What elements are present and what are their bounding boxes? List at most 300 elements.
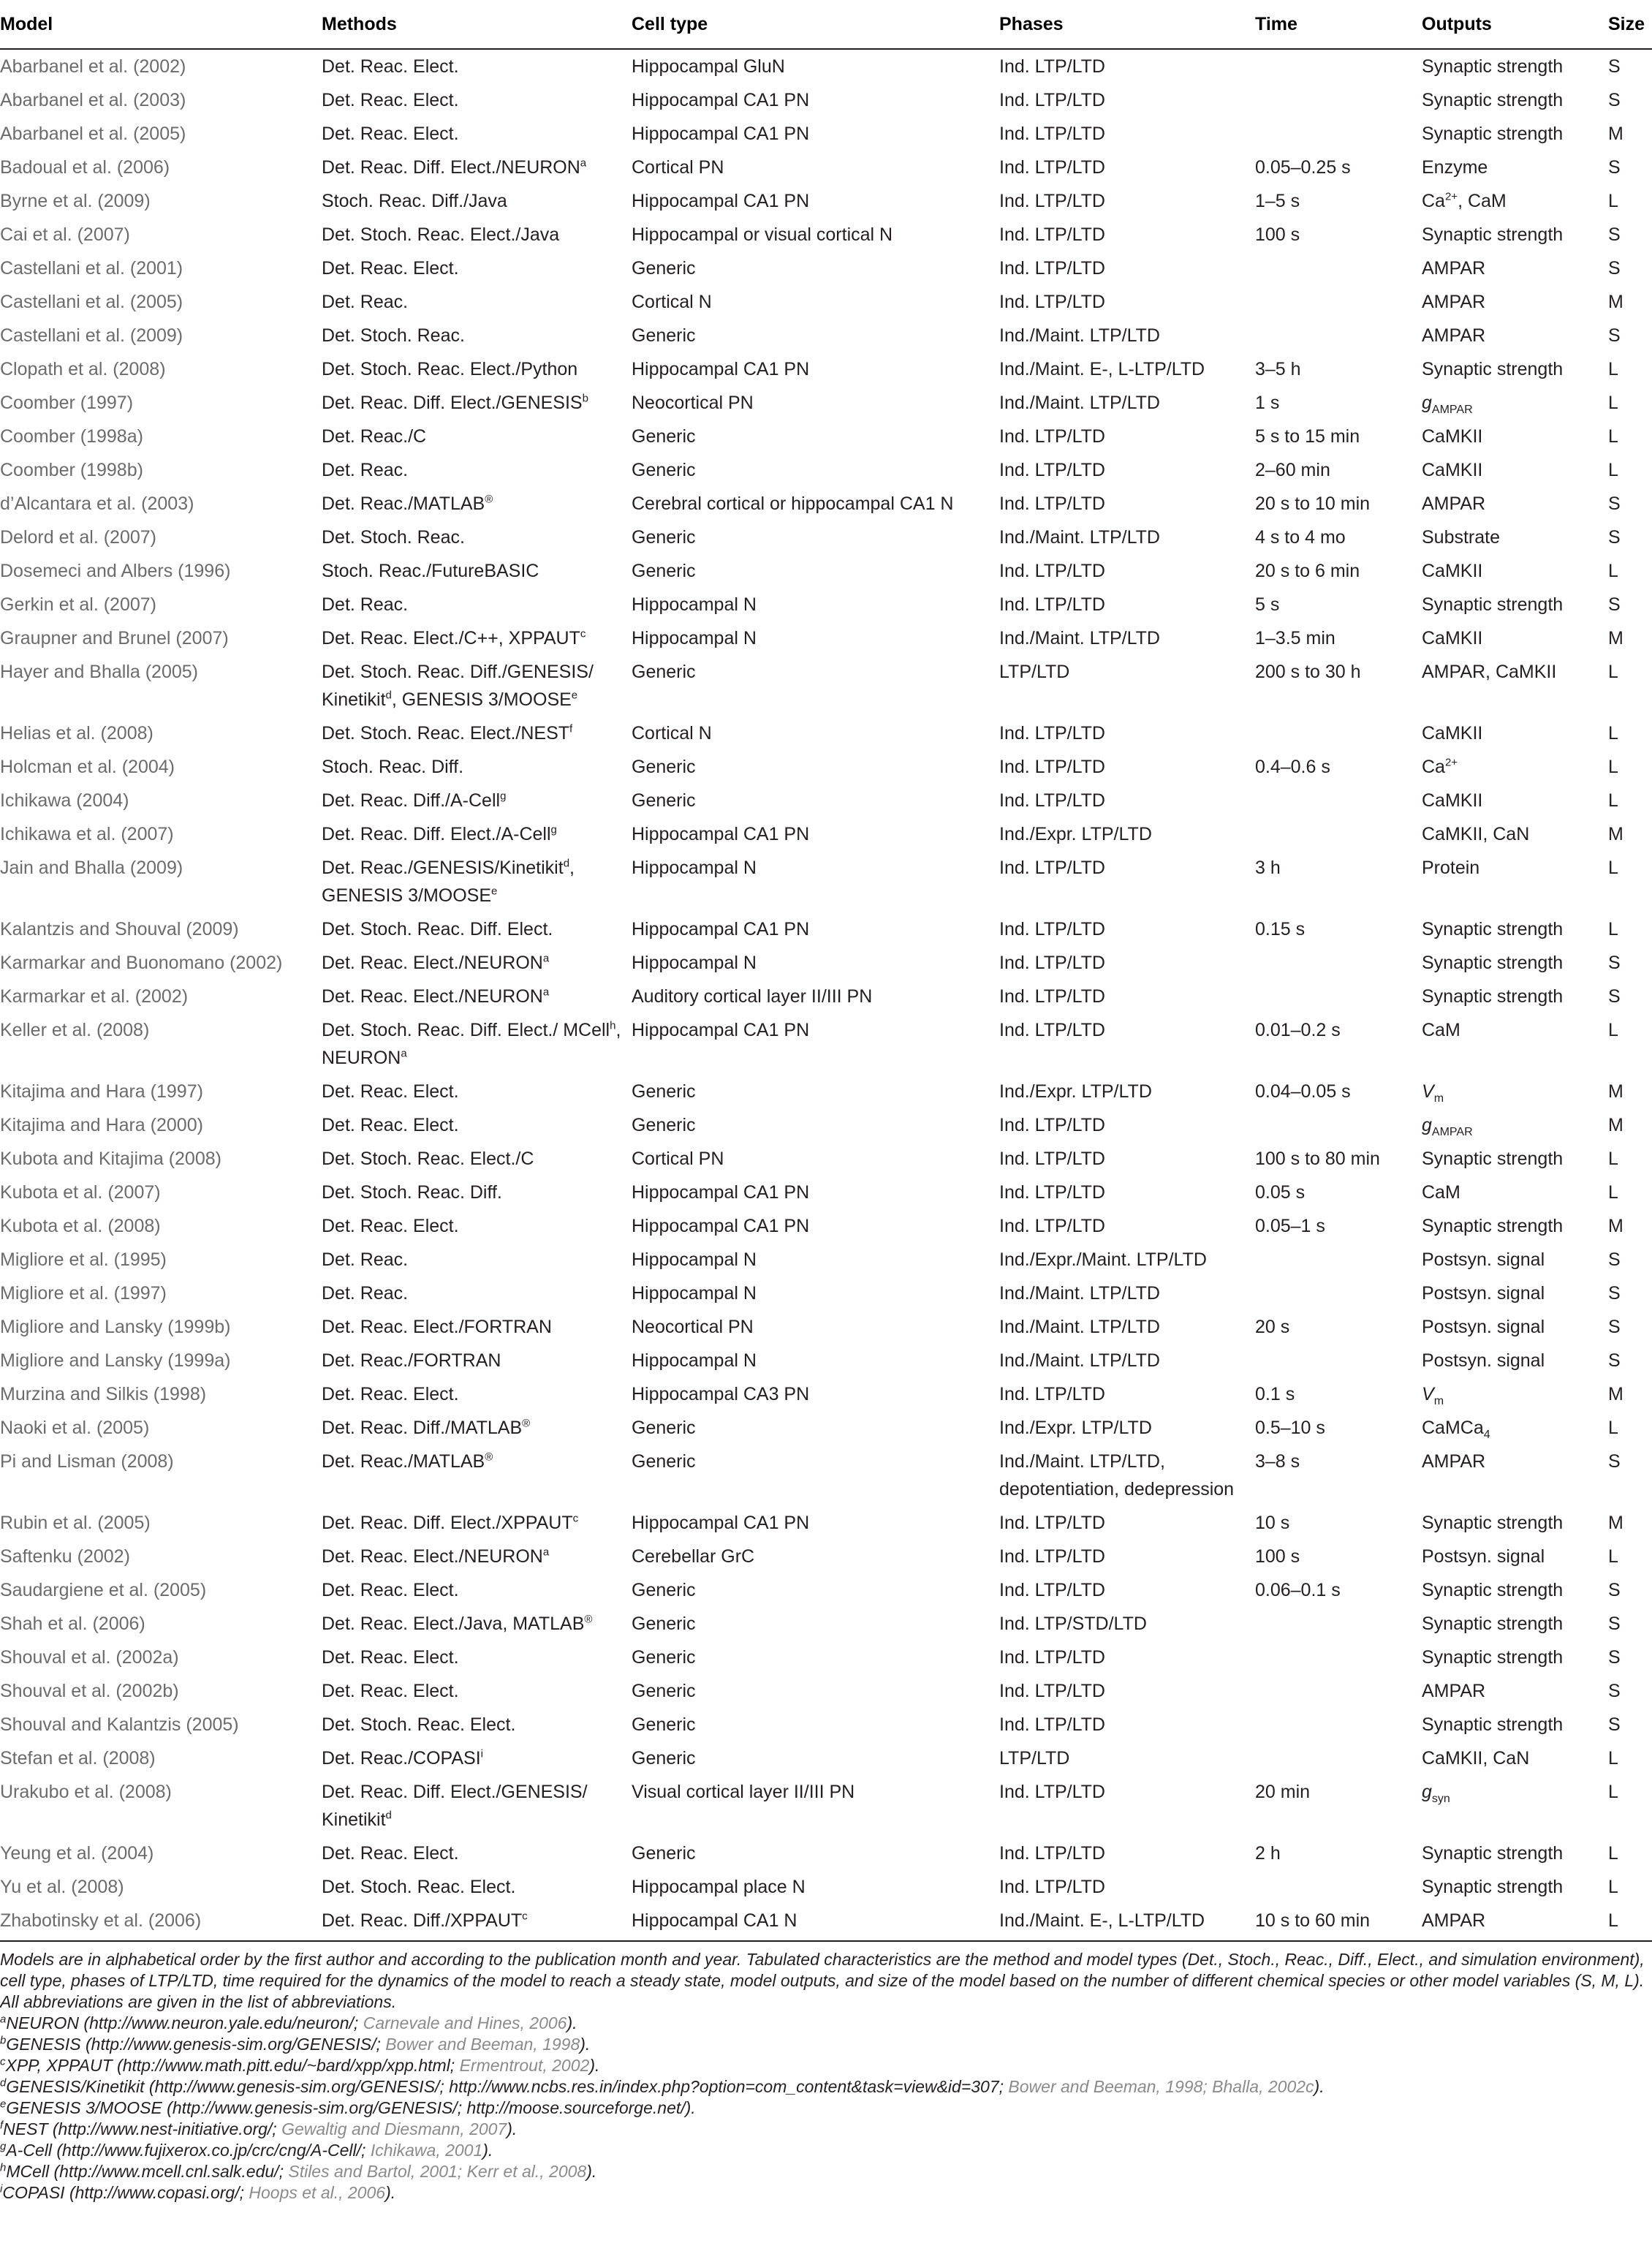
cell-model: Shouval et al. (2002b): [0, 1681, 179, 1701]
cell-cell-type: Hippocampal N: [632, 953, 757, 973]
cell-time: [1255, 980, 1422, 1013]
cell-phases: Ind. LTP/LTD: [999, 1182, 1105, 1203]
cell-cell-type: Generic: [632, 460, 696, 480]
table-row: [0, 1870, 1652, 1904]
cell-methods: Det. Reac.: [322, 292, 409, 312]
footnote-list: [0, 2013, 1652, 2204]
cell-phases: Ind. LTP/LTD: [999, 426, 1105, 447]
cell-time: 0.04–0.05 s: [1255, 1081, 1351, 1102]
cell-time: 1–5 s: [1255, 191, 1300, 211]
cell-phases: Ind. LTP/LTD: [999, 1216, 1105, 1236]
header-size: Size: [1608, 0, 1652, 49]
cell-size: M: [1608, 1513, 1623, 1533]
footnote-citation: Hoops et al., 2006: [249, 2183, 386, 2202]
cell-model: Castellani et al. (2005): [0, 292, 183, 312]
cell-phases: Ind. LTP/LTD: [999, 1714, 1105, 1735]
cell-outputs: Synaptic strength: [1422, 1647, 1564, 1668]
cell-phases: Ind./Expr. LTP/LTD: [999, 824, 1152, 844]
cell-cell-type: Neocortical PN: [632, 1317, 754, 1337]
cell-time: 0.1 s: [1255, 1384, 1295, 1404]
cell-methods: Det. Reac. Elect./NEURON$^a$: [322, 952, 550, 973]
cell-size: M: [1608, 124, 1623, 144]
cell-time: 10 s: [1255, 1513, 1290, 1533]
cell-methods: Det. Stoch. Reac. Elect./Python: [322, 359, 578, 379]
cell-model: Kubota and Kitajima (2008): [0, 1149, 221, 1169]
cell-time: 10 s to 60 min: [1255, 1910, 1371, 1931]
cell-methods: Det. Reac. Elect./Java, MATLAB®: [322, 1613, 593, 1634]
cell-model: Holcman et al. (2004): [0, 757, 175, 777]
cell-phases: Ind. LTP/STD/LTD: [999, 1614, 1147, 1634]
cell-model: Castellani et al. (2009): [0, 325, 183, 346]
notes-summary: Models are in alphabetical order by the first author and according to the publication month and year. Tabulated characteristics are the method and model types (Det., Stoch., Reac., Diff., Elect., and simulation environment), cell type, phases of LTP/LTD, time required for the dynamics of the model to reach a steady state, model outputs, and size of the model based on the number of different chemical species or other model variables (S, M, L). All abbreviations are given in the list of abbreviations.: [0, 1950, 1645, 2011]
cell-outputs: CaMKII: [1422, 460, 1483, 480]
cell-methods: Det. Stoch. Reac. Elect./Java: [322, 224, 560, 245]
cell-size: L: [1608, 191, 1618, 211]
footnote-citation: Bower and Beeman, 1998: [385, 2035, 580, 2054]
cell-cell-type: Neocortical PN: [632, 393, 754, 413]
cell-time: 20 s to 6 min: [1255, 561, 1360, 581]
cell-phases: Ind. LTP/LTD: [999, 1681, 1105, 1701]
cell-phases: Ind./Maint. LTP/LTD: [999, 393, 1160, 413]
table-row: [0, 1708, 1652, 1741]
cell-model: Stefan et al. (2008): [0, 1748, 156, 1769]
cell-time: 0.15 s: [1255, 919, 1306, 939]
cell-phases: Ind. LTP/LTD: [999, 56, 1105, 77]
cell-size: M: [1608, 1115, 1623, 1135]
cell-size: L: [1608, 662, 1618, 682]
cell-outputs: Synaptic strength: [1422, 1714, 1564, 1735]
cell-phases: Ind. LTP/LTD: [999, 124, 1105, 144]
cell-cell-type: Hippocampal CA3 PN: [632, 1384, 810, 1404]
table-row: [0, 117, 1652, 151]
cell-phases: Ind. LTP/LTD: [999, 1877, 1105, 1897]
cell-outputs: Enzyme: [1422, 157, 1488, 178]
cell-time: 5 s to 15 min: [1255, 426, 1360, 447]
cell-model: Badoual et al. (2006): [0, 157, 170, 178]
cell-phases: Ind. LTP/LTD: [999, 858, 1105, 878]
cell-size: S: [1608, 986, 1621, 1007]
cell-size: L: [1608, 460, 1618, 480]
cell-outputs: $V_m$: [1422, 1081, 1444, 1105]
cell-cell-type: Generic: [632, 1115, 696, 1135]
table-row: [0, 1276, 1652, 1310]
cell-size: S: [1608, 1249, 1621, 1270]
cell-methods: Det. Reac. Elect./NEURON$^a$: [322, 1546, 550, 1567]
cell-cell-type: Hippocampal CA1 PN: [632, 359, 810, 379]
cell-model: Clopath et al. (2008): [0, 359, 166, 379]
cell-cell-type: Cortical PN: [632, 157, 724, 178]
cell-methods: Det. Reac. Elect.: [322, 1843, 459, 1864]
cell-phases: LTP/LTD: [999, 662, 1070, 682]
cell-model: Keller et al. (2008): [0, 1020, 150, 1040]
cell-model: Shouval and Kalantzis (2005): [0, 1714, 239, 1735]
cell-time: 4 s to 4 mo: [1255, 527, 1346, 548]
cell-phases: Ind. LTP/LTD: [999, 460, 1105, 480]
cell-phases: Ind./Maint. LTP/LTD: [999, 325, 1160, 346]
cell-model: Migliore and Lansky (1999b): [0, 1317, 231, 1337]
footnote: $^i$COPASI (http://www.copasi.org/; Hoops et al., 2006).: [0, 2182, 396, 2202]
cell-model: d’Alcantara et al. (2003): [0, 493, 194, 514]
cell-phases: Ind. LTP/LTD: [999, 986, 1105, 1007]
cell-outputs: Synaptic strength: [1422, 56, 1564, 77]
cell-outputs: AMPAR: [1422, 292, 1486, 312]
cell-phases: LTP/LTD: [999, 1748, 1070, 1769]
cell-methods: Det. Reac. Elect./NEURON$^a$: [322, 986, 550, 1007]
cell-time: 0.5–10 s: [1255, 1418, 1325, 1438]
cell-model: Saudargiene et al. (2005): [0, 1580, 207, 1600]
table-row: [0, 588, 1652, 621]
table-row: [0, 285, 1652, 319]
cell-size: S: [1608, 157, 1621, 178]
cell-methods: Det. Reac. Elect.: [322, 1384, 459, 1404]
table-row: [0, 1775, 1652, 1837]
cell-cell-type: Hippocampal CA1 PN: [632, 919, 810, 939]
cell-time: 3–5 h: [1255, 359, 1301, 379]
cell-outputs: Synaptic strength: [1422, 919, 1564, 939]
cell-methods: Det. Reac. Elect.: [322, 90, 459, 110]
cell-cell-type: Cortical N: [632, 723, 712, 744]
cell-cell-type: Generic: [632, 790, 696, 811]
cell-outputs: Substrate: [1422, 527, 1501, 548]
cell-methods: Det. Stoch. Reac. Elect./NEST$^f$: [322, 722, 573, 744]
cell-model: Cai et al. (2007): [0, 224, 130, 245]
cell-size: L: [1608, 359, 1618, 379]
cell-cell-type: Generic: [632, 1843, 696, 1864]
cell-outputs: AMPAR: [1422, 1910, 1486, 1931]
header-model: Model: [0, 0, 322, 49]
cell-phases: Ind. LTP/LTD: [999, 919, 1105, 939]
cell-time: [1255, 319, 1422, 352]
table-row: [0, 49, 1652, 83]
cell-size: L: [1608, 919, 1618, 939]
cell-outputs: CaM: [1422, 1020, 1460, 1040]
cell-size: S: [1608, 258, 1621, 279]
cell-size: M: [1608, 628, 1623, 648]
cell-outputs: Postsyn. signal: [1422, 1249, 1545, 1270]
cell-time: [1255, 1641, 1422, 1674]
cell-model: Urakubo et al. (2008): [0, 1782, 172, 1802]
cell-time: [1255, 1607, 1422, 1641]
table-row: [0, 946, 1652, 980]
table-row: [0, 1741, 1652, 1775]
cell-time: [1255, 1708, 1422, 1741]
table-header-row: [0, 0, 1652, 49]
cell-time: [1255, 285, 1422, 319]
cell-methods: Det. Reac./C: [322, 426, 427, 447]
cell-outputs: Synaptic strength: [1422, 1580, 1564, 1600]
cell-outputs: $g_{AMPAR}$: [1422, 393, 1473, 416]
cell-size: L: [1608, 757, 1618, 777]
cell-methods: Det. Stoch. Reac. Diff. Elect.: [322, 919, 553, 939]
cell-methods: Stoch. Reac. Diff./Java: [322, 191, 507, 211]
cell-cell-type: Generic: [632, 527, 696, 548]
cell-size: S: [1608, 1647, 1621, 1668]
cell-methods: Det. Reac./FORTRAN: [322, 1350, 501, 1371]
cell-time: 0.4–0.6 s: [1255, 757, 1330, 777]
cell-size: L: [1608, 1910, 1618, 1931]
cell-methods: Det. Reac. Elect.: [322, 1681, 459, 1701]
cell-methods: Det. Stoch. Reac. Diff./GENESIS/ Kinetikit$^d$, GENESIS 3/MOOSE$^e$: [322, 662, 594, 710]
cell-outputs: Synaptic strength: [1422, 1513, 1564, 1533]
cell-size: S: [1608, 1451, 1621, 1472]
cell-methods: Det. Stoch. Reac. Elect.: [322, 1877, 516, 1897]
cell-methods: Det. Reac. Elect.: [322, 56, 459, 77]
cell-cell-type: Hippocampal N: [632, 1249, 757, 1270]
cell-methods: Det. Stoch. Reac. Elect.: [322, 1714, 516, 1735]
cell-size: S: [1608, 1681, 1621, 1701]
cell-time: [1255, 83, 1422, 117]
table-row: [0, 1013, 1652, 1075]
cell-phases: Ind./Maint. LTP/LTD: [999, 527, 1160, 548]
cell-cell-type: Generic: [632, 1081, 696, 1102]
cell-phases: Ind./Maint. E-, L-LTP/LTD: [999, 1910, 1205, 1931]
cell-outputs: Synaptic strength: [1422, 986, 1564, 1007]
table-row: [0, 1445, 1652, 1506]
cell-model: Coomber (1997): [0, 393, 134, 413]
cell-phases: Ind. LTP/LTD: [999, 594, 1105, 615]
cell-size: S: [1608, 1614, 1621, 1634]
cell-cell-type: Cerebellar GrC: [632, 1546, 755, 1567]
cell-phases: Ind. LTP/LTD: [999, 1149, 1105, 1169]
table-row: [0, 1310, 1652, 1344]
table-row: [0, 1142, 1652, 1176]
table-row: [0, 1344, 1652, 1377]
cell-phases: Ind. LTP/LTD: [999, 493, 1105, 514]
table-row: [0, 716, 1652, 750]
footnote-citation: Carnevale and Hines, 2006: [363, 2013, 567, 2032]
cell-cell-type: Generic: [632, 426, 696, 447]
cell-cell-type: Hippocampal CA1 PN: [632, 124, 810, 144]
cell-phases: Ind. LTP/LTD: [999, 90, 1105, 110]
cell-model: Kitajima and Hara (1997): [0, 1081, 203, 1102]
cell-phases: Ind./Maint. LTP/LTD: [999, 628, 1160, 648]
cell-phases: Ind. LTP/LTD: [999, 1020, 1105, 1040]
cell-cell-type: Cortical PN: [632, 1149, 724, 1169]
cell-outputs: AMPAR, CaMKII: [1422, 662, 1557, 682]
cell-size: L: [1608, 1149, 1618, 1169]
cell-outputs: CaM: [1422, 1182, 1460, 1203]
cell-size: S: [1608, 1317, 1621, 1337]
table-row: [0, 1377, 1652, 1411]
cell-methods: Det. Reac./COPASI$^i$: [322, 1747, 484, 1769]
cell-model: Zhabotinsky et al. (2006): [0, 1910, 202, 1931]
cell-size: L: [1608, 790, 1618, 811]
cell-methods: Det. Reac.: [322, 1249, 409, 1270]
cell-outputs: Postsyn. signal: [1422, 1283, 1545, 1304]
cell-outputs: CaMKII: [1422, 628, 1483, 648]
cell-cell-type: Generic: [632, 1681, 696, 1701]
table-row: [0, 352, 1652, 386]
table-row: [0, 521, 1652, 554]
cell-methods: Stoch. Reac./FutureBASIC: [322, 561, 539, 581]
table-row: [0, 851, 1652, 912]
table-row: [0, 487, 1652, 521]
cell-size: S: [1608, 90, 1621, 110]
cell-outputs: Postsyn. signal: [1422, 1546, 1545, 1567]
table-row: [0, 750, 1652, 784]
cell-time: [1255, 946, 1422, 980]
cell-size: M: [1608, 1216, 1623, 1236]
cell-methods: Det. Reac. Elect.: [322, 1216, 459, 1236]
cell-time: 5 s: [1255, 594, 1280, 615]
cell-time: 100 s to 80 min: [1255, 1149, 1380, 1169]
cell-size: L: [1608, 723, 1618, 744]
cell-size: S: [1608, 325, 1621, 346]
cell-size: S: [1608, 1714, 1621, 1735]
cell-outputs: Synaptic strength: [1422, 90, 1564, 110]
cell-model: Kubota et al. (2007): [0, 1182, 161, 1203]
cell-cell-type: Generic: [632, 1580, 696, 1600]
cell-cell-type: Hippocampal CA1 N: [632, 1910, 797, 1931]
cell-model: Karmarkar et al. (2002): [0, 986, 189, 1007]
cell-methods: Det. Reac. Elect.: [322, 258, 459, 279]
cell-size: M: [1608, 292, 1623, 312]
cell-cell-type: Hippocampal N: [632, 628, 757, 648]
cell-model: Graupner and Brunel (2007): [0, 628, 229, 648]
cell-model: Gerkin et al. (2007): [0, 594, 156, 615]
cell-cell-type: Hippocampal CA1 PN: [632, 1182, 810, 1203]
cell-methods: Det. Stoch. Reac. Elect./C: [322, 1149, 534, 1169]
cell-methods: Det. Reac. Diff./MATLAB®: [322, 1417, 531, 1438]
cell-model: Delord et al. (2007): [0, 527, 157, 548]
table-row: [0, 1176, 1652, 1209]
footnote: $^e$GENESIS 3/MOOSE (http://www.genesis-sim.org/GENESIS/; http://moose.sourceforge.net/).: [0, 2098, 696, 2117]
cell-size: L: [1608, 1418, 1618, 1438]
cell-phases: Ind./Maint. LTP/LTD: [999, 1317, 1160, 1337]
cell-model: Migliore et al. (1995): [0, 1249, 167, 1270]
cell-model: Migliore et al. (1997): [0, 1283, 167, 1304]
cell-methods: Det. Reac. Diff. Elect./A-Cell$^g$: [322, 823, 557, 844]
cell-outputs: Synaptic strength: [1422, 594, 1564, 615]
cell-outputs: AMPAR: [1422, 493, 1486, 514]
cell-methods: Det. Reac. Diff. Elect./NEURON$^a$: [322, 156, 587, 178]
cell-outputs: Synaptic strength: [1422, 224, 1564, 245]
cell-time: 100 s: [1255, 224, 1300, 245]
footnote-citation: Bower and Beeman, 1998; Bhalla, 2002c: [1008, 2077, 1314, 2096]
cell-size: S: [1608, 594, 1621, 615]
cell-cell-type: Hippocampal CA1 PN: [632, 1216, 810, 1236]
cell-time: [1255, 49, 1422, 83]
cell-outputs: Synaptic strength: [1422, 1149, 1564, 1169]
cell-model: Kitajima and Hara (2000): [0, 1115, 203, 1135]
cell-time: [1255, 1344, 1422, 1377]
table-row: [0, 319, 1652, 352]
cell-phases: Ind. LTP/LTD: [999, 1384, 1105, 1404]
cell-size: S: [1608, 1350, 1621, 1371]
table-row: [0, 1837, 1652, 1870]
table-row: [0, 251, 1652, 285]
cell-time: [1255, 1276, 1422, 1310]
cell-cell-type: Hippocampal CA1 PN: [632, 1020, 810, 1040]
cell-size: L: [1608, 1782, 1618, 1802]
cell-outputs: CaMKII: [1422, 790, 1483, 811]
cell-size: S: [1608, 56, 1621, 77]
table-row: [0, 1540, 1652, 1573]
cell-time: [1255, 716, 1422, 750]
cell-model: Abarbanel et al. (2003): [0, 90, 186, 110]
cell-model: Rubin et al. (2005): [0, 1513, 151, 1533]
header-methods: Methods: [322, 0, 632, 49]
cell-phases: Ind. LTP/LTD: [999, 1546, 1105, 1567]
cell-cell-type: Generic: [632, 1647, 696, 1668]
cell-cell-type: Generic: [632, 325, 696, 346]
cell-time: 3 h: [1255, 858, 1281, 878]
cell-methods: Det. Reac. Diff. Elect./GENESIS$^b$: [322, 392, 588, 413]
cell-phases: Ind. LTP/LTD: [999, 790, 1105, 811]
cell-phases: Ind. LTP/LTD: [999, 1782, 1105, 1802]
cell-phases: Ind. LTP/LTD: [999, 1843, 1105, 1864]
footnote: $^g$A-Cell (http://www.fujixerox.co.jp/crc/cng/A-Cell/; Ichikawa, 2001).: [0, 2140, 493, 2160]
cell-cell-type: Hippocampal place N: [632, 1877, 806, 1897]
cell-methods: Det. Reac. Elect.: [322, 1115, 459, 1135]
table-row: [0, 817, 1652, 851]
footnote: $^d$GENESIS/Kinetikit (http://www.genesis-sim.org/GENESIS/; http://www.ncbs.res.in/index.php?option=com_content&task=view&id=307; Bower and Beeman, 1998; Bhalla, 2002c).: [0, 2076, 1325, 2096]
cell-model: Ichikawa et al. (2007): [0, 824, 174, 844]
cell-size: L: [1608, 1182, 1618, 1203]
cell-outputs: CaMKII: [1422, 426, 1483, 447]
cell-phases: Ind./Maint. LTP/LTD: [999, 1283, 1160, 1304]
cell-methods: Det. Reac. Elect./C++, XPPAUT$^c$: [322, 627, 586, 648]
cell-cell-type: Generic: [632, 1451, 696, 1472]
table-row: [0, 1506, 1652, 1540]
cell-outputs: CaMKII: [1422, 561, 1483, 581]
footnote-citation: Gewaltig and Diesmann, 2007: [281, 2119, 507, 2138]
cell-size: M: [1608, 1384, 1623, 1404]
cell-outputs: CaMKII, CaN: [1422, 1748, 1530, 1769]
table-row: [0, 1209, 1652, 1243]
cell-time: 0.05–0.25 s: [1255, 157, 1351, 178]
cell-model: Abarbanel et al. (2002): [0, 56, 186, 77]
cell-outputs: CaMCa$_4$: [1422, 1418, 1490, 1441]
cell-methods: Det. Reac. Elect./FORTRAN: [322, 1317, 552, 1337]
cell-cell-type: Hippocampal CA1 PN: [632, 90, 810, 110]
cell-methods: Det. Stoch. Reac.: [322, 527, 465, 548]
footnote: $^f$NEST (http://www.nest-initiative.org/; Gewaltig and Diesmann, 2007).: [0, 2119, 518, 2138]
cell-outputs: Synaptic strength: [1422, 1877, 1564, 1897]
cell-time: 20 s to 10 min: [1255, 493, 1371, 514]
cell-cell-type: Hippocampal N: [632, 858, 757, 878]
footnote: $^h$MCell (http://www.mcell.cnl.salk.edu/; Stiles and Bartol, 2001; Kerr et al., 2008).: [0, 2161, 597, 2181]
cell-model: Ichikawa (2004): [0, 790, 129, 811]
cell-methods: Det. Reac./MATLAB®: [322, 493, 493, 514]
cell-model: Karmarkar and Buonomano (2002): [0, 953, 283, 973]
table-row: [0, 912, 1652, 946]
cell-methods: Det. Reac.: [322, 460, 409, 480]
table-row: [0, 784, 1652, 817]
table-row: [0, 184, 1652, 218]
table-row: [0, 1243, 1652, 1276]
cell-time: 2–60 min: [1255, 460, 1330, 480]
table-row: [0, 218, 1652, 251]
cell-methods: Det. Reac. Diff. Elect./XPPAUT$^c$: [322, 1512, 579, 1533]
cell-time: 100 s: [1255, 1546, 1300, 1567]
cell-model: Yu et al. (2008): [0, 1877, 124, 1897]
footnote: $^c$XPP, XPPAUT (http://www.math.pitt.edu/~bard/xpp/xpp.html; Ermentrout, 2002).: [0, 2055, 600, 2075]
cell-model: Shouval et al. (2002a): [0, 1647, 179, 1668]
cell-size: S: [1608, 527, 1621, 548]
cell-time: [1255, 1674, 1422, 1708]
cell-model: Kubota et al. (2008): [0, 1216, 161, 1236]
cell-size: L: [1608, 426, 1618, 447]
cell-size: M: [1608, 1081, 1623, 1102]
cell-methods: Det. Reac. Elect.: [322, 1580, 459, 1600]
cell-phases: Ind./Maint. LTP/LTD: [999, 1350, 1160, 1371]
cell-size: S: [1608, 953, 1621, 973]
footnote: $^b$GENESIS (http://www.genesis-sim.org/GENESIS/; Bower and Beeman, 1998).: [0, 2034, 591, 2054]
cell-time: [1255, 1243, 1422, 1276]
table-row: [0, 1411, 1652, 1445]
cell-outputs: AMPAR: [1422, 1681, 1486, 1701]
